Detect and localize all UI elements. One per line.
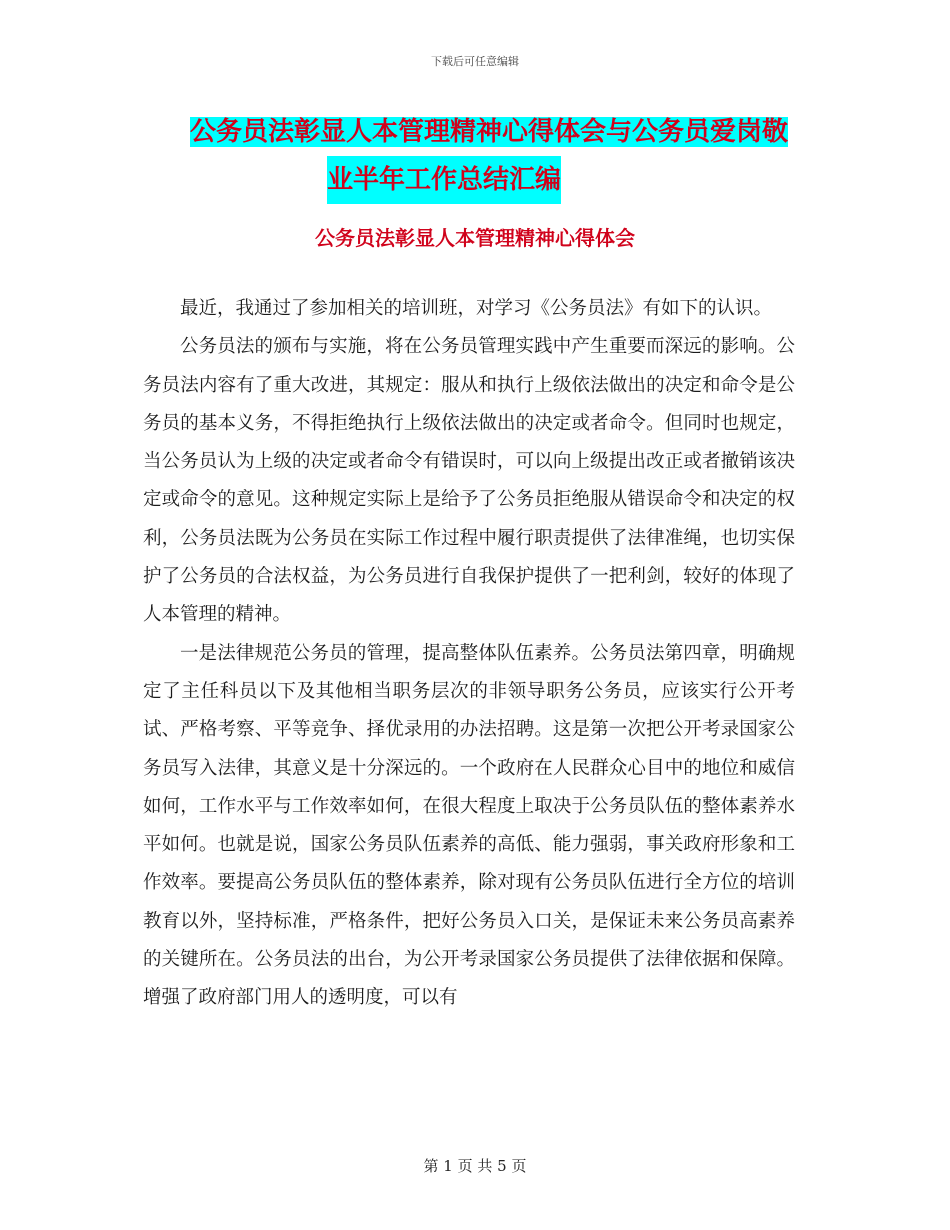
paragraph-2: 公务员法的颁布与实施，将在公务员管理实践中产生重要而深远的影响。公务员法内容有了重大改进，其规定：服从和执行上级依法做出的决定和命令是公务员的基本义务，不得拒绝执行上级依法做出的决定或者命令。但同时也规定，当公务员认为上级的决定或者命令有错误时，可以向上级提出改正或者撤销该决定或命令的意见。这种规定实际上是给予了公务员拒绝服从错误命令和决定的权利，公务员法既为公务员在实际工作过程中履行职责提供了法律准绳，也切实保护了公务员的合法权益，为公务员进行自我保护提供了一把利剑，较好的体现了人本管理的精神。: [143, 336, 795, 626]
title-line-2: 业半年工作总结汇编: [327, 156, 561, 204]
paragraph-1: 最近，我通过了参加相关的培训班，对学习《公务员法》有如下的认识。: [180, 298, 773, 319]
page-footer: 第 1 页 共 5 页: [423, 1157, 527, 1175]
section-title: 公务员法彰显人本管理精神心得体会: [315, 226, 635, 250]
document-title: [190, 108, 810, 204]
body-text: [143, 290, 795, 1018]
header-note: 下载后可任意编辑: [431, 55, 519, 68]
paragraph-3: 一是法律规范公务员的管理，提高整体队伍素养。公务员法第四章，明确规定了主任科员以下及其他相当职务层次的非领导职务公务员，应该实行公开考试、严格考察、平等竞争、择优录用的办法招聘。这是第一次把公开考录国家公务员写入法律，其意义是十分深远的。一个政府在人民群众心目中的地位和威信如何，工作水平与工作效率如何，在很大程度上取决于公务员队伍的整体素养水平如何。也就是说，国家公务员队伍素养的高低、能力强弱，事关政府形象和工作效率。要提高公务员队伍的整体素养，除对现有公务员队伍进行全方位的培训教育以外，坚持标准，严格条件，把好公务员入口关，是保证未来公务员高素养的关键所在。公务员法的出台，为公开考录国家公务员提供了法律依据和保障。增强了政府部门用人的透明度，可以有: [143, 642, 795, 1009]
title-line-1: 公务员法彰显人本管理精神心得体会与公务员爱岗敬: [190, 117, 789, 147]
